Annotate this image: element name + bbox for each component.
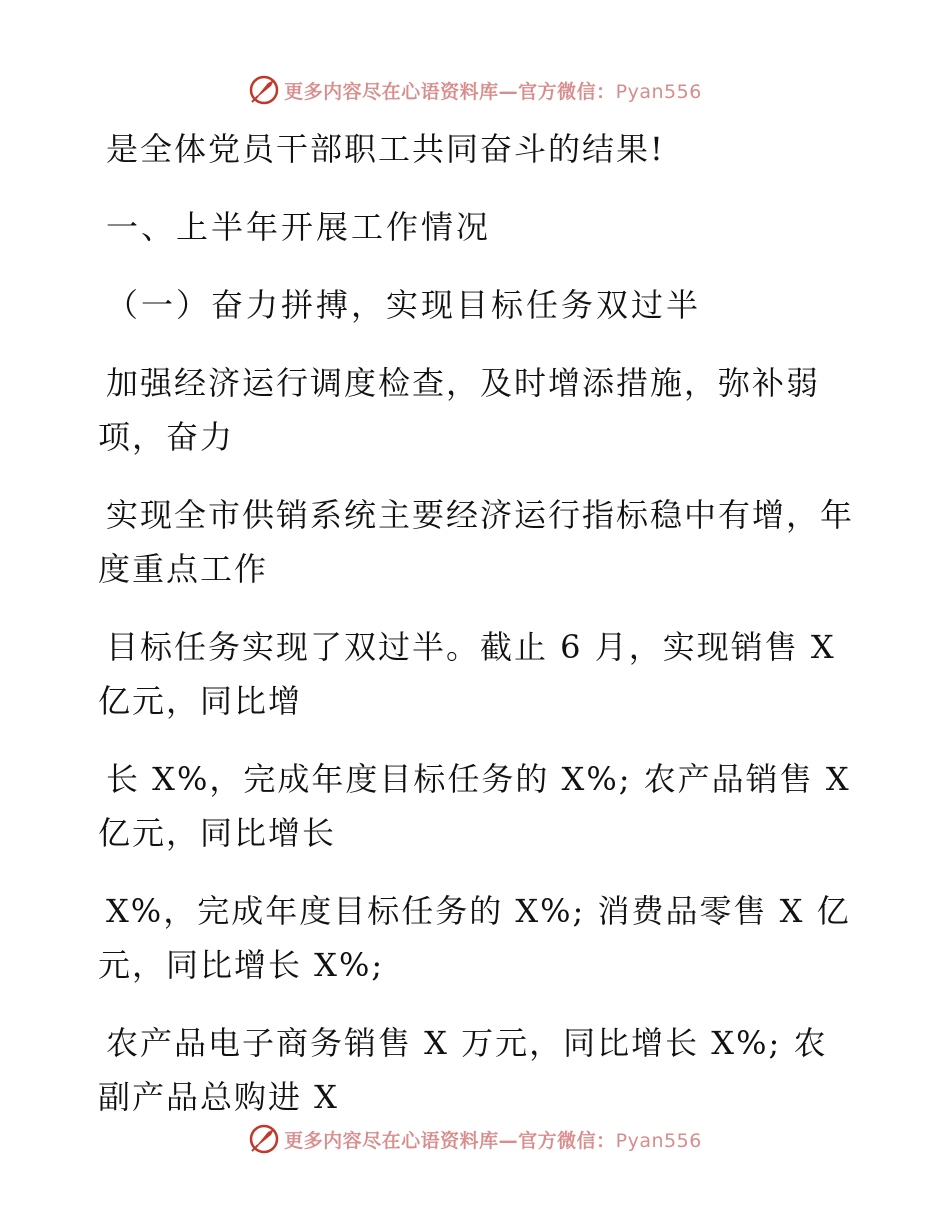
paragraph-5: 实现全市供销系统主要经济运行指标稳中有增，年度重点工作 [98,496,855,588]
paragraph-4: 加强经济运行调度检查，及时增添措施，弥补弱项，奋力 [98,364,821,456]
header-banner [0,70,950,110]
banner-text: 更多内容尽在心语资料库—官方微信：Pyan556 [284,80,702,103]
paragraph-8: X%，完成年度目标任务的 X%; 消费品零售 X 亿元，同比增长 X%; [98,892,851,984]
banner-wechat-id: Pyan556 [615,80,702,103]
banner-wechat-id: Pyan556 [615,1129,702,1152]
banner-text: 更多内容尽在心语资料库—官方微信：Pyan556 [284,1129,702,1152]
paragraph-7: 长 X%，完成年度目标任务的 X%; 农产品销售 X 亿元，同比增长 [98,760,863,852]
paragraph-6: 目标任务实现了双过半。截止 6 月，实现销售 X 亿元，同比增 [98,628,848,720]
paragraph-9: 农产品电子商务销售 X 万元，同比增长 X%; 农副产品总购进 X [98,1024,828,1116]
section-heading: 一、上半年开展工作情况 [106,208,492,246]
paragraph-1: 是全体党员干部职工共同奋斗的结果! [106,130,665,168]
quill-pen-logo-icon [248,74,280,106]
quill-pen-logo-icon [248,1123,280,1155]
subsection-heading: （一）奋力拼搏，实现目标任务双过半 [106,286,702,324]
document-body [98,122,863,1148]
footer-banner [0,1119,950,1159]
